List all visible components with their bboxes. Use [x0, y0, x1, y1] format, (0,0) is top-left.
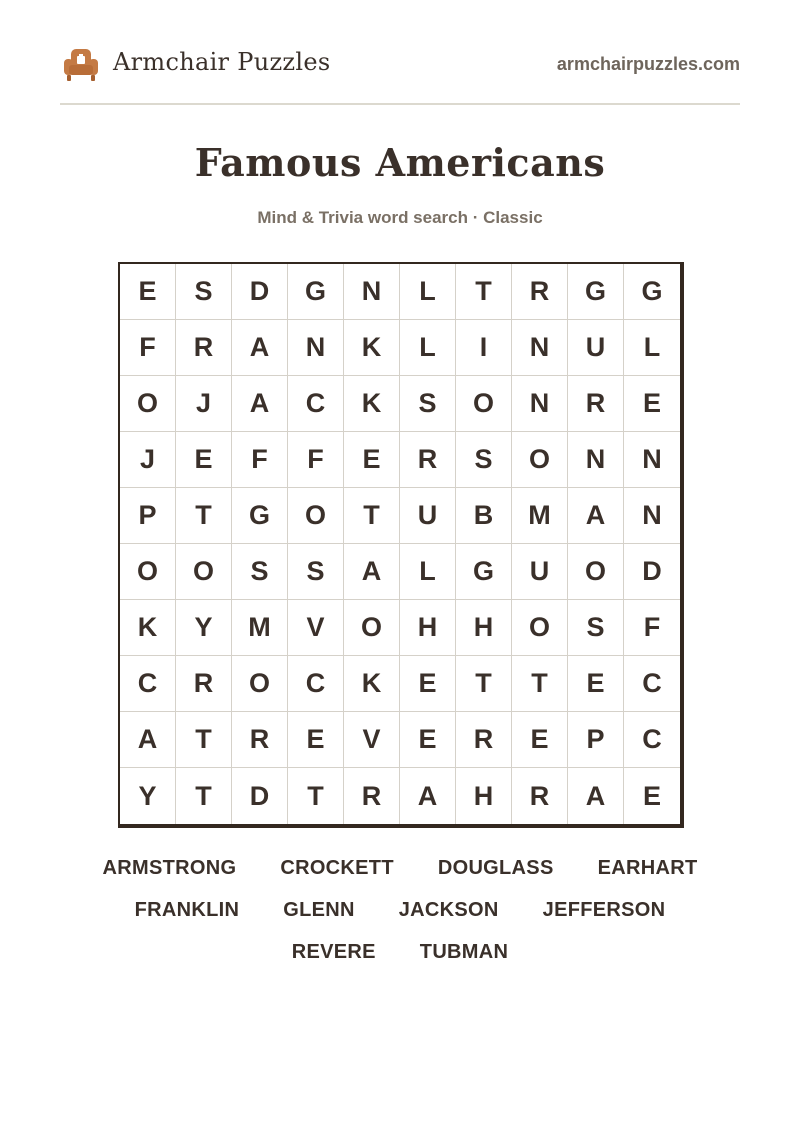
grid-cell[interactable]: O: [512, 600, 568, 656]
grid-cell[interactable]: S: [288, 544, 344, 600]
grid-cell[interactable]: N: [344, 264, 400, 320]
grid-cell[interactable]: T: [456, 656, 512, 712]
grid-cell[interactable]: R: [344, 768, 400, 824]
grid-cell[interactable]: E: [568, 656, 624, 712]
grid-cell[interactable]: N: [512, 376, 568, 432]
grid-cell[interactable]: N: [288, 320, 344, 376]
grid-cell[interactable]: E: [400, 656, 456, 712]
grid-cell[interactable]: A: [120, 712, 176, 768]
grid-cell[interactable]: E: [120, 264, 176, 320]
grid-cell[interactable]: K: [344, 320, 400, 376]
grid-cell[interactable]: C: [288, 376, 344, 432]
word-list-item: JACKSON: [398, 899, 499, 921]
grid-cell[interactable]: A: [232, 376, 288, 432]
grid-cell[interactable]: A: [568, 488, 624, 544]
grid-cell[interactable]: R: [176, 320, 232, 376]
grid-cell[interactable]: U: [568, 320, 624, 376]
grid-cell[interactable]: T: [176, 712, 232, 768]
grid-cell[interactable]: R: [512, 264, 568, 320]
grid-cell[interactable]: A: [232, 320, 288, 376]
word-list-item: JEFFERSON: [542, 899, 666, 921]
grid-cell[interactable]: G: [288, 264, 344, 320]
grid-cell[interactable]: P: [568, 712, 624, 768]
grid-cell[interactable]: C: [624, 656, 680, 712]
grid-cell[interactable]: G: [568, 264, 624, 320]
grid-cell[interactable]: U: [512, 544, 568, 600]
grid-cell[interactable]: S: [232, 544, 288, 600]
grid-cell[interactable]: T: [176, 768, 232, 824]
grid-cell[interactable]: C: [120, 656, 176, 712]
grid-cell[interactable]: H: [400, 600, 456, 656]
grid-cell[interactable]: G: [456, 544, 512, 600]
armchair-icon: [62, 46, 100, 84]
grid-cell[interactable]: O: [232, 656, 288, 712]
grid-cell[interactable]: O: [344, 600, 400, 656]
grid-cell[interactable]: P: [120, 488, 176, 544]
grid-cell[interactable]: N: [568, 432, 624, 488]
grid-cell[interactable]: M: [512, 488, 568, 544]
grid-cell[interactable]: F: [624, 600, 680, 656]
grid-cell[interactable]: A: [568, 768, 624, 824]
site-url[interactable]: armchairpuzzles.com: [556, 54, 740, 74]
grid-cell[interactable]: O: [568, 544, 624, 600]
grid-cell[interactable]: N: [624, 488, 680, 544]
grid-cell[interactable]: E: [512, 712, 568, 768]
grid-cell[interactable]: O: [288, 488, 344, 544]
grid-cell[interactable]: L: [400, 544, 456, 600]
word-list-item: DOUGLASS: [437, 857, 554, 879]
grid-cell[interactable]: T: [176, 488, 232, 544]
grid-cell[interactable]: G: [624, 264, 680, 320]
grid-cell[interactable]: O: [120, 544, 176, 600]
grid-cell[interactable]: E: [176, 432, 232, 488]
grid-cell[interactable]: R: [512, 768, 568, 824]
grid-cell[interactable]: G: [232, 488, 288, 544]
grid-cell[interactable]: D: [232, 264, 288, 320]
word-list-item: FRANKLIN: [134, 899, 240, 921]
grid-cell[interactable]: H: [456, 768, 512, 824]
puzzle-title: Famous Americans: [194, 140, 606, 185]
grid-cell[interactable]: E: [624, 376, 680, 432]
grid-cell[interactable]: E: [400, 712, 456, 768]
grid-cell[interactable]: V: [344, 712, 400, 768]
grid-cell[interactable]: R: [568, 376, 624, 432]
grid-cell[interactable]: E: [344, 432, 400, 488]
grid-cell[interactable]: K: [344, 656, 400, 712]
grid-cell[interactable]: O: [512, 432, 568, 488]
word-list-item: CROCKETT: [280, 857, 394, 879]
word-list-item: REVERE: [291, 941, 376, 963]
grid-cell[interactable]: T: [288, 768, 344, 824]
grid-cell[interactable]: C: [624, 712, 680, 768]
grid-cell[interactable]: O: [120, 376, 176, 432]
grid-cell[interactable]: V: [288, 600, 344, 656]
word-list-item: GLENN: [283, 899, 355, 921]
grid-cell[interactable]: B: [456, 488, 512, 544]
grid-cell[interactable]: S: [568, 600, 624, 656]
grid-cell[interactable]: C: [288, 656, 344, 712]
word-list-item: ARMSTRONG: [102, 857, 237, 879]
grid-cell[interactable]: H: [456, 600, 512, 656]
grid-cell[interactable]: T: [512, 656, 568, 712]
grid-cell[interactable]: T: [456, 264, 512, 320]
grid-cell[interactable]: O: [456, 376, 512, 432]
grid-cell[interactable]: A: [344, 544, 400, 600]
grid-cell[interactable]: N: [512, 320, 568, 376]
grid-cell[interactable]: D: [232, 768, 288, 824]
grid-cell[interactable]: M: [232, 600, 288, 656]
grid-cell[interactable]: R: [400, 432, 456, 488]
grid-cell[interactable]: E: [642, 780, 661, 811]
grid-cell[interactable]: Y: [120, 768, 176, 824]
grid-cell[interactable]: S: [456, 432, 512, 488]
grid-cell[interactable]: J: [176, 376, 232, 432]
grid-cell[interactable]: N: [624, 432, 680, 488]
grid-cell[interactable]: Y: [176, 600, 232, 656]
grid-cell[interactable]: S: [400, 376, 456, 432]
grid-cell[interactable]: R: [232, 712, 288, 768]
grid-cell[interactable]: R: [456, 712, 512, 768]
grid-cell[interactable]: J: [120, 432, 176, 488]
word-search-grid-frame: [118, 262, 684, 828]
word-search-grid: [120, 264, 680, 824]
grid-cell[interactable]: D: [624, 544, 680, 600]
grid-cell[interactable]: I: [456, 320, 512, 376]
grid-cell[interactable]: L: [624, 320, 680, 376]
grid-cell[interactable]: F: [232, 432, 288, 488]
puzzle-subtitle: Mind & Trivia word search · Classic: [257, 208, 543, 227]
grid-cell[interactable]: K: [120, 600, 176, 656]
grid-cell[interactable]: R: [176, 656, 232, 712]
grid-cell[interactable]: A: [400, 768, 456, 824]
grid-cell[interactable]: F: [120, 320, 176, 376]
grid-cell[interactable]: L: [400, 320, 456, 376]
grid-cell[interactable]: O: [176, 544, 232, 600]
word-list-item: TUBMAN: [419, 941, 509, 963]
grid-cell[interactable]: L: [400, 264, 456, 320]
grid-cell[interactable]: F: [288, 432, 344, 488]
grid-cell[interactable]: U: [400, 488, 456, 544]
grid-cell[interactable]: S: [176, 264, 232, 320]
page-header: [60, 40, 740, 105]
word-list-item: EARHART: [597, 857, 698, 879]
grid-cell[interactable]: T: [344, 488, 400, 544]
brand-name: Armchair Puzzles: [113, 48, 331, 76]
grid-cell[interactable]: K: [344, 376, 400, 432]
grid-cell[interactable]: E: [288, 712, 344, 768]
word-list: [60, 856, 740, 965]
